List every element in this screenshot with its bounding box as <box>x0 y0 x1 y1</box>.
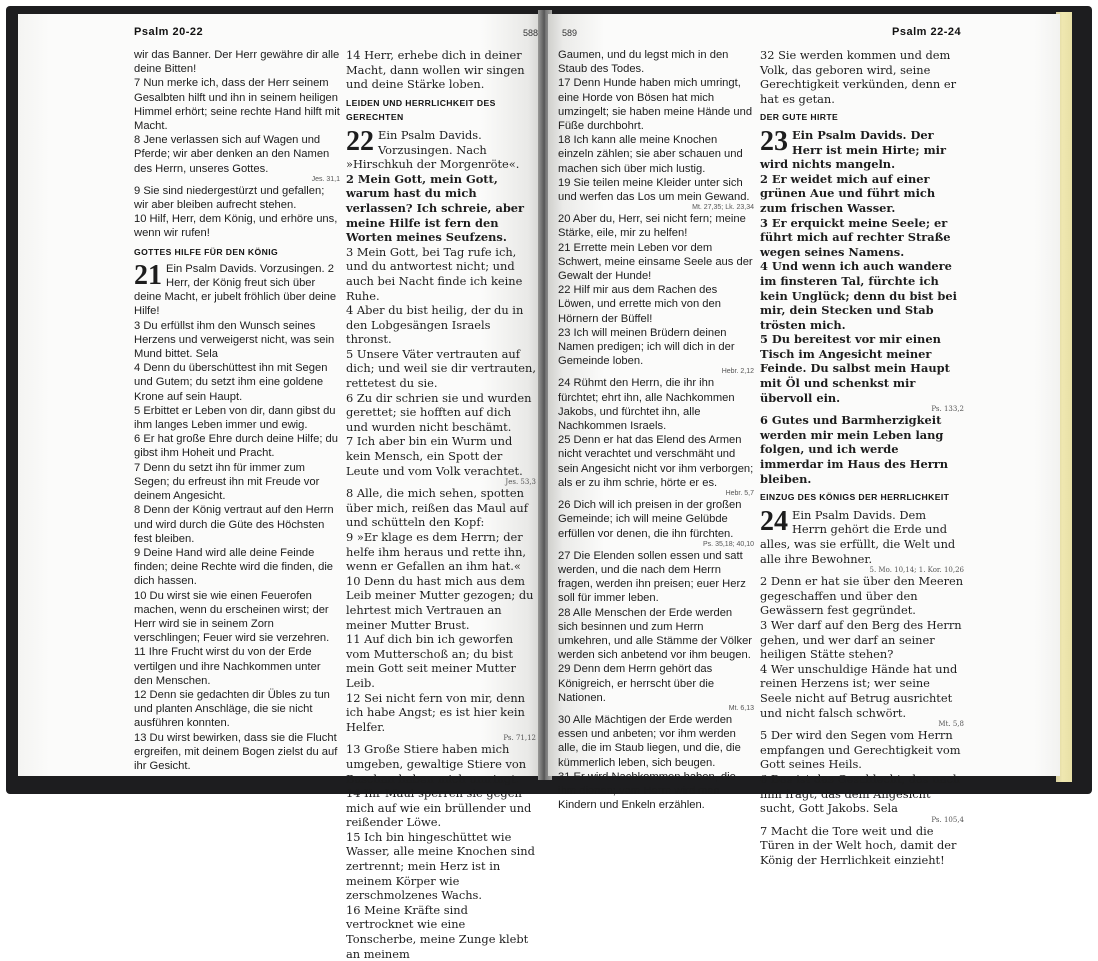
verse: 10 Du wirst sie wie einen Feuerofen machen, wenn du erscheinen wirst; der Herr wird sie in seinem Zorn verschlingen; Feuer wird sie verzehren. <box>134 589 330 645</box>
verse: 10 Hilf, Herr, dem König, und erhöre uns, wenn wir rufen! <box>134 213 338 240</box>
right-page <box>548 14 1060 867</box>
verse: 3 Du erfüllst ihm den Wunsch seines Herzens und verweigerst nicht, was sein Mund bittet. Sela <box>134 319 335 361</box>
psalm-intro: 23 Ein Psalm Davids. Der Herr ist mein Hirte; mir wird nichts mangeln. <box>760 125 946 172</box>
verse: 18 Ich kann alle meine Knochen einzeln zählen; sie aber schauen und machen sich über mich lustig. <box>558 134 743 175</box>
verse: 20 Aber du, Herr, sei nicht fern; meine Stärke, eile, mir zu helfen! <box>558 213 746 240</box>
verse: 30 Alle Mächtigen der Erde werden essen und anbeten; vor ihm werden alle, die im Staub liegen, und die, die kümmerlich leben, sich beugen. <box>558 713 741 769</box>
verse: 9 Deine Hand wird alle deine Feinde finden; deine Rechte wird die finden, die dich hassen. <box>134 546 334 588</box>
verse: 29 Denn dem Herrn gehört das Königreich, er herrscht über die Nationen. <box>558 663 715 704</box>
verse: 8 Alle, die mich sehen, spotten über mich, reißen das Maul auf und schütteln den Kopf: <box>346 486 528 530</box>
verse: 11 Ihre Frucht wirst du von der Erde vertilgen und ihre Nachkommen unter den Menschen. <box>134 646 321 687</box>
section-heading: DER GUTE HIRTE <box>760 112 839 123</box>
psalm-intro: 21 Ein Psalm Davids. Vorzusingen. 2 Herr, der König freut sich über deine Macht, er jubelt fröhlich über deine Hilfe! <box>134 259 337 318</box>
verse: 6 Das ist das Geschlecht, das nach ihm fragt, das dein Angesicht sucht, Gott Jakobs. Sela <box>760 771 961 816</box>
verse: 23 Ich will meinen Brüdern deinen Namen predigen; ich will dich in der Gemeinde loben. <box>558 326 735 368</box>
footnote-ref: Ps. 133,2 <box>931 405 964 414</box>
verse: 28 Alle Menschen der Erde werden sich besinnen und zum Herrn umkehren, und alle Stämme der Völker werden sich anbetend vor ihm beugen. <box>558 606 753 662</box>
verse: 7 Ich aber bin ein Wurm und kein Mensch, ein Spott der Leute und vom Volk verachtet. <box>346 434 523 478</box>
verse: 7 Denn du setzt ihn für immer zum Segen; du erfreust ihn mit Freude vor deinem Angesicht. <box>134 461 320 503</box>
footnote-ref: 5. Mo. 10,14; 1. Kor. 10,26 <box>869 566 964 575</box>
verse: 24 Rühmt den Herrn, die ihr ihn fürchtet; ehrt ihn, alle Nachkommen Jakobs, und fürchtet ihn, alle Nachkommen Israels. <box>558 377 735 433</box>
verse: 2 Denn er hat sie über den Meeren gegeschaffen und über den Gewässern fest gegründet. <box>760 574 964 618</box>
left-page <box>18 14 544 961</box>
footnote-ref: Jes. 53,3 <box>505 478 536 487</box>
running-head-left: Psalm 20-22 <box>134 26 204 38</box>
verse: 13 Große Stiere haben mich umgeben, gewaltige Stiere von Baschan haben mich umringt. <box>346 742 527 786</box>
verse: 3 Wer darf auf den Berg des Herrn gehen, und wer darf an seiner heiligen Stätte stehen? <box>760 617 962 662</box>
footnote-ref: Mt. 27,35; Lk. 23,34 <box>692 204 754 212</box>
verse: 9 Sie sind niedergestürzt und gefallen; wir aber bleiben aufrecht stehen. <box>134 184 325 212</box>
verse: 3 Er erquickt meine Seele; er führt mich auf rechter Straße wegen seines Namens. <box>760 215 951 259</box>
right-column-2 <box>760 48 964 867</box>
section-heading: LEIDEN UND HERRLICHKEIT DES GERECHTEN <box>346 97 496 123</box>
verse: 10 Denn du hast mich aus dem Leib meiner Mutter gezogen; du lehrtest mich Vertrauen an meiner Mutter Brust. <box>346 573 534 632</box>
verse: 4 Denn du überschüttest ihn mit Segen und Gutem; du setzt ihm eine goldene Krone auf sein Haupt. <box>134 362 328 403</box>
verse: 15 Ich bin hingeschüttet wie Wasser, alle meine Knochen sind zertrennt; mein Herz ist in meinem Körper wie zerschmolzenes Wachs. <box>346 829 535 903</box>
verse: 6 Er hat große Ehre durch deine Hilfe; du gibst ihm Hoheit und Pracht. <box>134 433 338 460</box>
verse: 14 Herr, erhebe dich in deiner Macht, dann wollen wir singen und deine Stärke loben. <box>346 48 525 92</box>
verse: 16 Meine Kräfte sind vertrocknet wie eine Tonscherbe, meine Zunge klebt an meinem <box>346 902 529 961</box>
psalm-intro: 22 Ein Psalm Davids. Vorzusingen. Nach »Hirschkuh der Morgenröte«. <box>346 125 520 172</box>
footnote-ref: Hebr. 2,12 <box>721 368 754 376</box>
verse: 17 Denn Hunde haben mich umringt, eine Horde von Bösen hat mich umzingelt; sie haben meine Hände und Füße durchbohrt. <box>558 77 753 133</box>
verse: 4 Aber du bist heilig, der du in den Lobgesängen Israels thronst. <box>346 303 524 347</box>
verse: 8 Jene verlassen sich auf Wagen und Pferde; wir aber denken an den Namen des Herrn, unseres Gottes. <box>134 134 330 175</box>
verse: 6 Gutes und Barmherzigkeit werden mir mein Leben lang folgen, und ich werde immerdar im Haus des Herrn bleiben. <box>760 413 949 486</box>
verse: 27 Die Elenden sollen essen und satt werden, und die nach dem Herrn fragen, werden ihn preisen; euer Herz soll für immer leben. <box>558 549 746 605</box>
verse: 13 Du wirst bewirken, dass sie die Flucht ergreifen, mit deinem Bogen zielst du auf ihr Gesicht. <box>134 731 338 772</box>
footnote-ref: Mt. 6,13 <box>728 704 754 712</box>
left-column-2 <box>346 48 536 961</box>
verse: 7 Nun merke ich, dass der Herr seinem Gesalbten hilft und ihn in seinem heiligen Himmel erhört; seine rechte Hand hilft mit Macht. <box>134 77 340 133</box>
section-heading: EINZUG DES KÖNIGS DER HERRLICHKEIT <box>760 492 950 503</box>
psalm-intro: 24 Ein Psalm Davids. Dem Herrn gehört die Erde und alles, was sie erfüllt, die Welt und alle ihre Bewohner. <box>760 505 956 566</box>
running-head-right: Psalm 22-24 <box>892 26 962 38</box>
psalm-number: 21 <box>134 259 162 291</box>
page-number-589: 589 <box>562 28 578 38</box>
psalm-number: 22 <box>346 125 374 157</box>
psalm-number: 23 <box>760 125 788 157</box>
footnote-ref: Ps. 105,4 <box>931 815 964 824</box>
footnote-ref: Jes. 31,1 <box>311 175 340 183</box>
verse: 25 Denn er hat das Elend des Armen nicht verachtet und verschmäht und sein Angesicht nicht vor ihm verborgen; als er zu ihm schrie, hörte er es. <box>558 434 754 489</box>
footnote-ref: Ps. 35,18; 40,10 <box>703 540 754 548</box>
verse: 19 Sie teilen meine Kleider unter sich und werfen das Los um mein Gewand. <box>558 176 750 204</box>
verse: 12 Sei nicht fern von mir, denn ich habe Angst; es ist hier kein Helfer. <box>346 690 526 734</box>
psalm-number: 24 <box>760 505 788 537</box>
verse: 4 Wer unschuldige Hände hat und reinen Herzens ist; wer seine Seele nicht auf Betrug ausrichtet und nicht falsch schwört. <box>760 661 958 720</box>
page-number-588: 588 <box>523 28 539 38</box>
left-column-1 <box>134 48 340 773</box>
verse: 26 Dich will ich preisen in der großen Gemeinde; ich will meine Gelübde erfüllen vor denen, die ihn fürchten. <box>558 499 742 540</box>
verse: 8 Denn der König vertraut auf den Herrn und wird durch die Güte des Höchsten fest bleiben. <box>134 504 334 545</box>
verse: 5 Der wird den Segen vom Herrn empfangen und Gerechtigkeit vom Gott seines Heils. <box>760 728 961 772</box>
verse: 14 Ihr Maul sperren sie gegen mich auf wie ein brüllender und reißender Löwe. <box>346 786 532 830</box>
footnote-ref: Mt. 5,8 <box>938 720 964 729</box>
verse: 4 Und wenn ich auch wandere im finsteren Tal, fürchte ich kein Unglück; denn du bist bei mir, dein Stecken und Stab trösten mich. <box>760 259 957 332</box>
verse: 31 Er wird Nachkommen haben, die ihm dienen; vom Herrn wird man Kindern und Enkeln erzählen. <box>558 770 736 812</box>
verse: 3 Mein Gott, bei Tag rufe ich, und du antwortest nicht; und auch bei Nacht finde ich keine Ruhe. <box>346 244 523 303</box>
verse: 9 »Er klage es dem Herrn; der helfe ihm heraus und rette ihn, wenn er Gefallen an ihm hat.« <box>346 530 527 574</box>
verse: 2 Mein Gott, mein Gott, warum hast du mich verlassen? Ich schreie, aber meine Hilfe ist fern den Worten meines Seufzens. <box>346 171 525 245</box>
verse: 7 Macht die Tore weit und die Türen in der Welt hoch, damit der König der Herrlichkeit einzieht! <box>760 823 957 867</box>
verse: Gaumen, und du legst mich in den Staub des Todes. <box>558 49 729 76</box>
verse: 2 Er weidet mich auf einer grünen Aue und führt mich zum frischen Wasser. <box>760 171 936 215</box>
footnote-ref: Hebr. 5,7 <box>725 490 754 498</box>
verse: 11 Auf dich bin ich geworfen vom Mutterschoß an; du bist mein Gott seit meiner Mutter Leib. <box>346 632 516 690</box>
right-column-1 <box>558 48 754 812</box>
verse: 5 Unsere Väter vertrauten auf dich; und weil sie dir vertrauten, rettetest du sie. <box>346 346 536 391</box>
verse: 21 Errette mein Leben vor dem Schwert, meine einsame Seele aus der Gewalt der Hunde! <box>558 241 753 283</box>
verse: 32 Sie werden kommen und dem Volk, das geboren wird, seine Gerechtigkeit verkünden, denn er hat es getan. <box>760 48 957 106</box>
footnote-ref: Ps. 71,12 <box>503 734 536 743</box>
verse: 22 Hilf mir aus dem Rachen des Löwen, und errette mich von den Hörnern der Büffel! <box>558 284 721 325</box>
verse: 5 Du bereitest vor mir einen Tisch im Angesicht meiner Feinde. Du salbst mein Haupt mit Öl und schenkst mir übervoll ein. <box>760 332 950 405</box>
section-heading: GOTTES HILFE FÜR DEN KÖNIG <box>134 246 279 257</box>
verse: wir das Banner. Der Herr gewähre dir alle deine Bitten! <box>134 49 340 76</box>
verse: 12 Denn sie gedachten dir Übles zu tun und planten Anschläge, die sie nicht ausführen konnten. <box>134 688 330 730</box>
verse: 6 Zu dir schrien sie und wurden gerettet; sie hofften auf dich und wurden nicht beschämt. <box>346 390 532 434</box>
verse: 5 Erbittet er Leben von dir, dann gibst du ihm langes Leben immer und ewig. <box>134 404 336 432</box>
